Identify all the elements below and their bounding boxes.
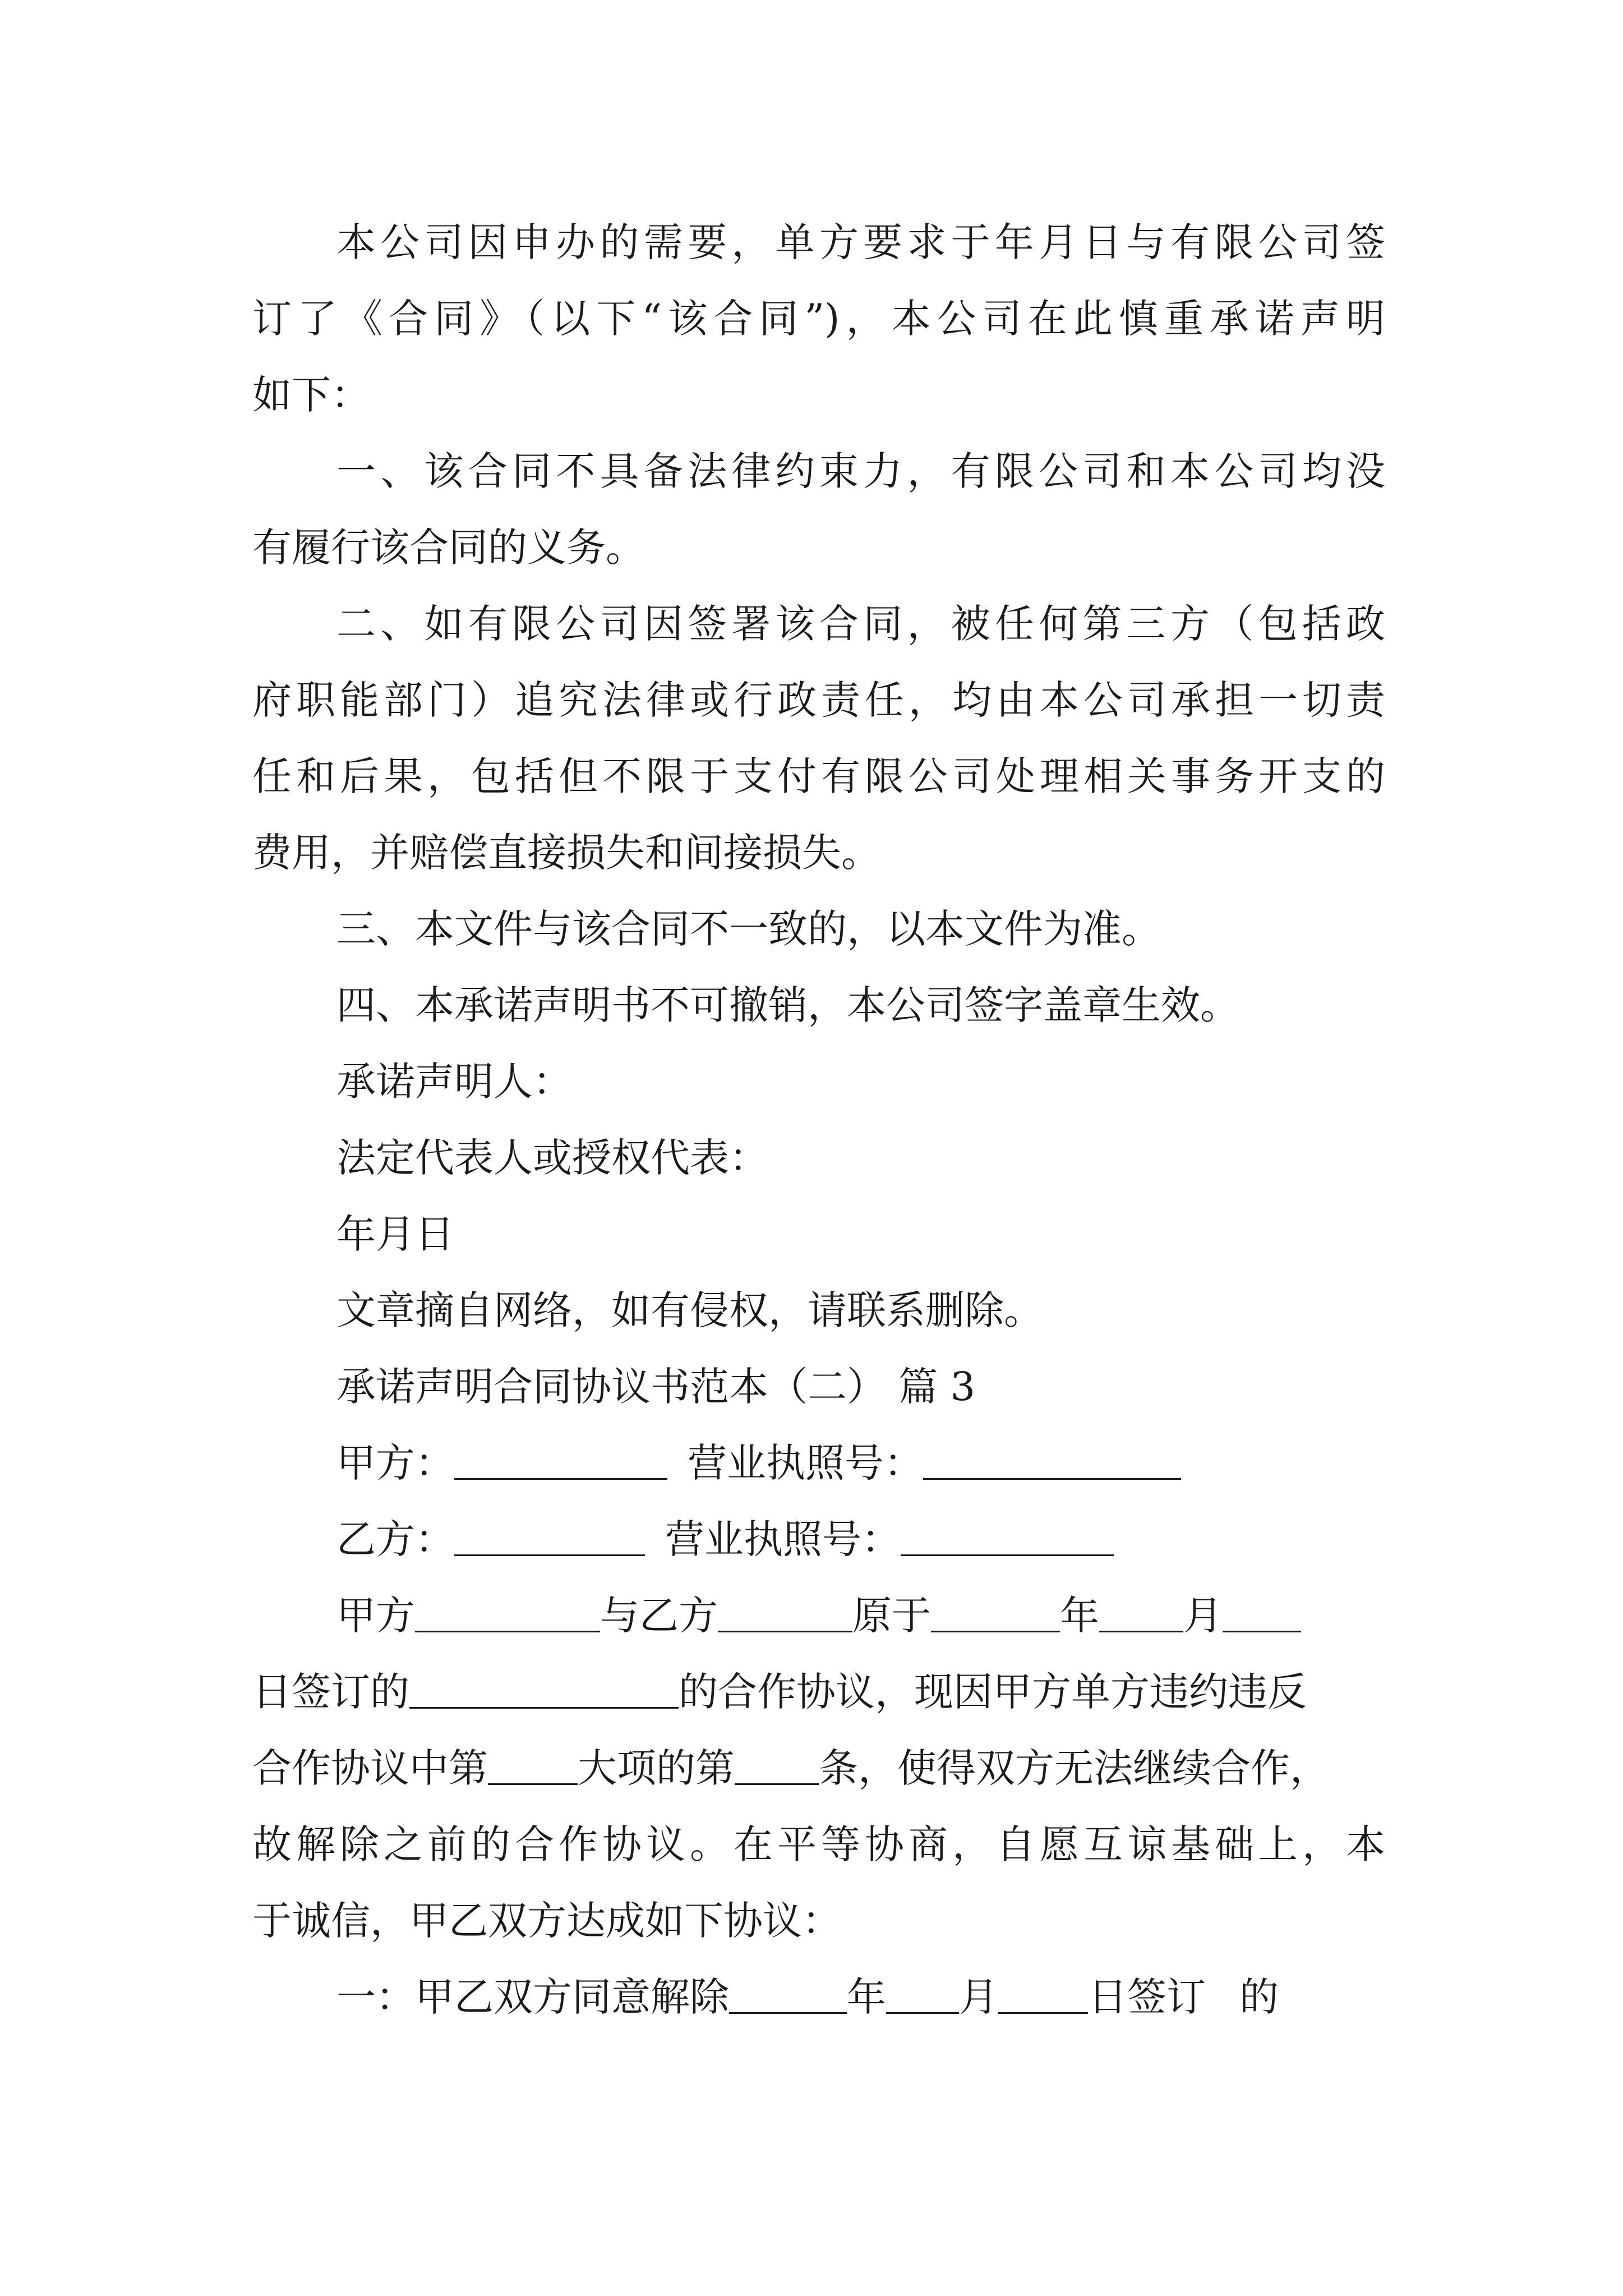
text-span: 年 <box>847 1974 886 2020</box>
blank-field <box>931 1591 1060 1632</box>
clause-4-line: 四、本承诺声明书不可撤销，本公司签字盖章生效。 <box>336 982 1239 1028</box>
text-span: 年 <box>1060 1593 1099 1639</box>
party-b-label: 乙方： <box>336 1516 454 1562</box>
agreement-line <box>336 1588 1385 1644</box>
text-span: 原于 <box>852 1593 931 1639</box>
legal-representative-label: 法定代表人或授权代表： <box>336 1135 768 1181</box>
clause-1-line: 一、该合同不具备法律约束力，有限公司和本公司均没 <box>336 448 1385 494</box>
text-span: 月 <box>959 1974 998 2020</box>
blank-field <box>1223 1591 1301 1632</box>
blank-party-a-license <box>923 1439 1181 1480</box>
blank-field <box>1099 1591 1183 1632</box>
blank-field <box>729 1973 847 2014</box>
agreement-line <box>252 1664 1385 1720</box>
declarant-label: 承诺声明人： <box>336 1059 572 1105</box>
blank-party-a-name <box>454 1439 667 1480</box>
blank-field <box>998 1973 1088 2014</box>
blank-field <box>886 1973 959 2014</box>
text-span: 甲方 <box>336 1593 415 1639</box>
blank-party-b-license <box>901 1515 1114 1556</box>
text-span: 月 <box>1183 1593 1223 1639</box>
agreement-line: 故解除之前的合作协议。在平等协商，自愿互谅基础上，本 <box>252 1821 1385 1867</box>
party-b-line <box>336 1511 1385 1567</box>
clause-3-line: 三、本文件与该合同不一致的，以本文件为准。 <box>336 906 1161 952</box>
text-line: 订了《合同》（以下“该合同”)，本公司在此慎重承诺声明 <box>252 296 1385 342</box>
text-span: 日签订的 <box>252 1669 409 1715</box>
agreement-clause-1-line <box>336 1969 1385 2025</box>
date-line: 年月日 <box>336 1211 454 1257</box>
text-span: 日签订 <box>1088 1974 1206 2020</box>
blank-field <box>488 1744 578 1785</box>
blank-field <box>735 1744 819 1785</box>
clause-2-line: 任和后果，包括但不限于支付有限公司处理相关事务开支的 <box>252 753 1385 799</box>
text-span: 一：甲乙双方同意解除 <box>336 1974 729 2020</box>
agreement-line: 于诚信，甲乙双方达成如下协议： <box>252 1898 841 1944</box>
text-span: 与乙方 <box>600 1593 718 1639</box>
text-line: 如下： <box>252 372 370 418</box>
party-a-license-label: 营业执照号： <box>688 1440 923 1486</box>
blank-field <box>718 1591 852 1632</box>
blank-field <box>415 1591 600 1632</box>
text-span: 条，使得双方无法继续合作， <box>819 1745 1329 1791</box>
clause-2-line: 府职能部门）追究法律或行政责任，均由本公司承担一切责 <box>252 677 1385 723</box>
party-b-license-label: 营业执照号： <box>665 1516 901 1562</box>
party-a-line <box>336 1435 1385 1491</box>
blank-field <box>409 1668 679 1709</box>
agreement-line <box>252 1740 1385 1796</box>
text-span: 大项的第 <box>578 1745 735 1791</box>
clause-2-line: 费用，并赔偿直接损失和间接损失。 <box>252 830 880 876</box>
clause-1-line: 有履行该合同的义务。 <box>252 524 645 570</box>
party-a-label: 甲方： <box>336 1440 454 1486</box>
text-span: 的 <box>1239 1974 1279 2020</box>
text-line: 本公司因申办的需要，单方要求于年月日与有限公司签 <box>336 219 1385 265</box>
text-span: 的合作协议，现因甲方单方违约违反 <box>679 1669 1307 1715</box>
clause-2-line: 二、如有限公司因签署该合同，被任何第三方（包括政 <box>336 601 1385 647</box>
text-span: 合作协议中第 <box>252 1745 488 1791</box>
section-heading: 承诺声明合同协议书范本（二） 篇 3 <box>336 1364 976 1410</box>
source-note: 文章摘自网络，如有侵权，请联系删除。 <box>336 1287 1043 1333</box>
blank-party-b-name <box>454 1515 645 1556</box>
